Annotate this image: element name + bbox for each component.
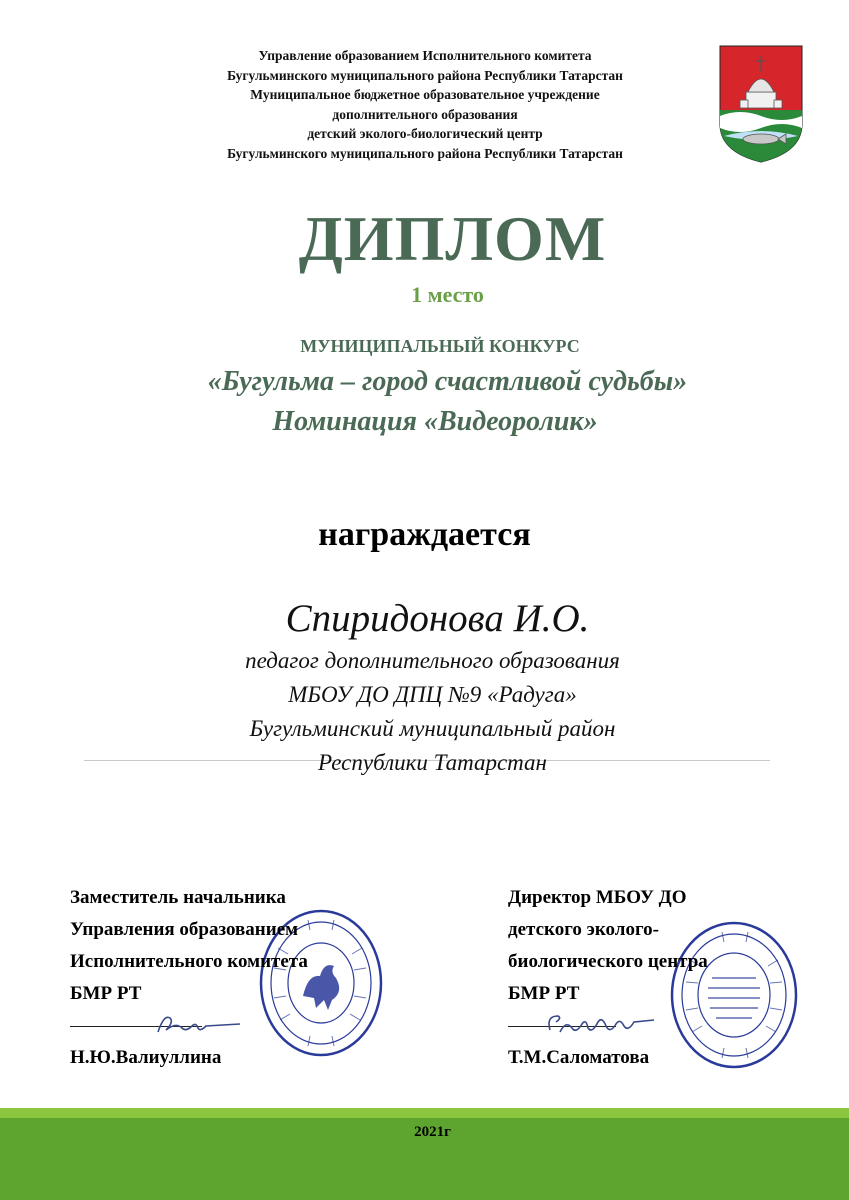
- recipient-district: Бугульминский муниципальный район: [249, 716, 616, 741]
- right-signature-block: [508, 882, 828, 1074]
- recipient-name: Спиридонова И.О.: [285, 597, 590, 640]
- footer-band-light: [0, 1108, 849, 1118]
- contest-type: МУНИЦИПАЛЬНЫЙ КОНКУРС: [300, 336, 580, 356]
- recipient-position: педагог дополнительного образования: [245, 648, 620, 673]
- header-line: Бугульминского муниципального района Республики Татарстан: [227, 145, 623, 161]
- recipient-republic: Республики Татарстан: [318, 750, 547, 775]
- right-signer-title: биологического центра: [508, 951, 708, 972]
- right-handwritten-signature-icon: [542, 1008, 662, 1042]
- diploma-title: ДИПЛОМ: [298, 203, 607, 274]
- right-signer-title: Директор МБОУ ДО: [508, 887, 687, 908]
- right-signer-name: Т.М.Саломатова: [508, 1047, 650, 1068]
- right-signer-title: детского эколого-: [508, 919, 659, 940]
- right-signer-title: БМР РТ: [508, 983, 580, 1004]
- left-signer-name: Н.Ю.Валиуллина: [70, 1047, 222, 1068]
- left-signer-title: Исполнительного комитета: [70, 951, 308, 972]
- year-label: 2021г: [414, 1124, 451, 1140]
- header-line: Управление образованием Исполнительного комитета: [258, 48, 592, 63]
- awarded-label: награждается: [318, 516, 531, 553]
- left-signer-title: Управления образованием: [70, 919, 299, 940]
- left-signer-title: БМР РТ: [70, 983, 142, 1004]
- header-line: дополнительного образования: [332, 106, 518, 122]
- nomination: Номинация «Видеоролик»: [272, 406, 598, 437]
- contest-name: «Бугульма – город счастливой судьбы»: [207, 366, 688, 397]
- header-line: Муниципальное бюджетное образовательное учреждение: [250, 87, 600, 102]
- left-signer-title: Заместитель начальника: [70, 887, 286, 908]
- recipient-school: МБОУ ДО ДПЦ №9 «Радуга»: [288, 682, 577, 707]
- left-signature-block: [70, 882, 400, 1074]
- place-label: 1 место: [411, 282, 484, 307]
- header-line: детский эколого-биологический центр: [307, 126, 543, 141]
- left-handwritten-signature-icon: [154, 1008, 244, 1042]
- issuer-header: [110, 46, 740, 163]
- coat-of-arms-icon: [718, 44, 804, 164]
- header-line: Бугульминского муниципального района Республики Татарстан: [227, 67, 623, 83]
